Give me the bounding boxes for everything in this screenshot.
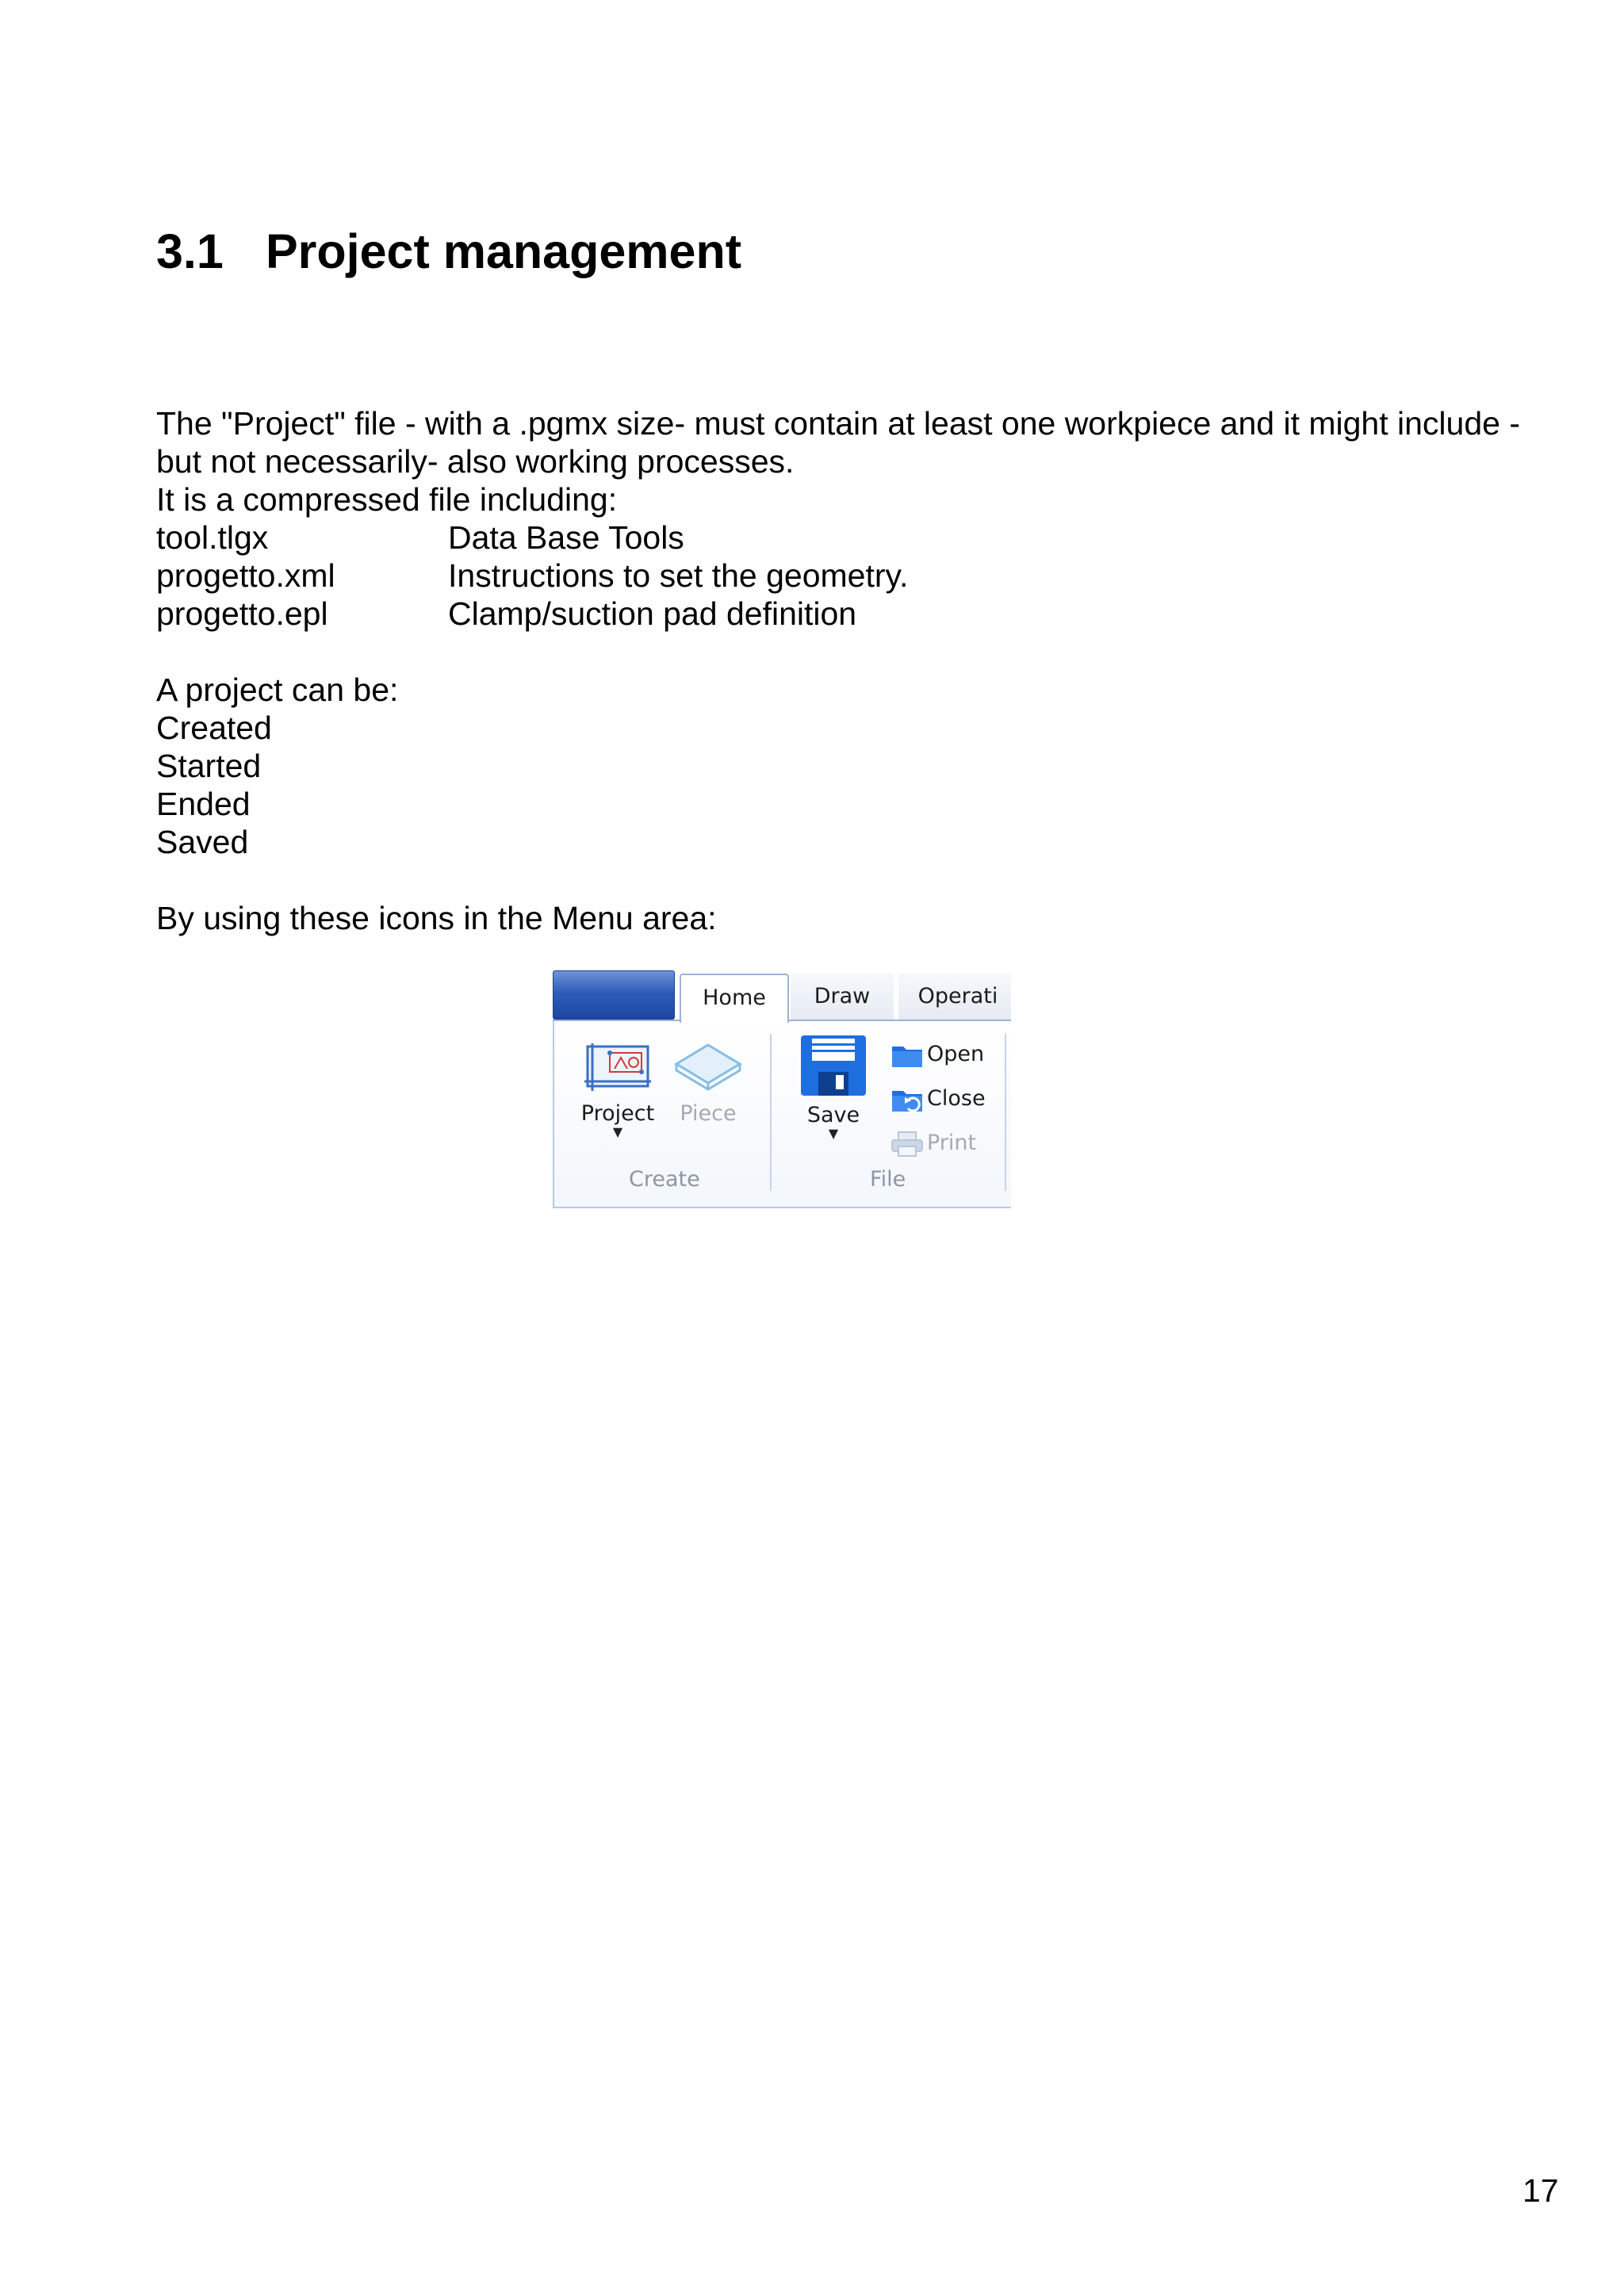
close-folder-icon xyxy=(891,1086,924,1113)
tab-draw[interactable]: Draw xyxy=(791,974,894,1020)
group-separator xyxy=(770,1034,772,1191)
piece-button[interactable] xyxy=(668,1040,748,1126)
open-label: Open xyxy=(927,1042,985,1066)
group-label-file: File xyxy=(870,1167,906,1192)
save-icon xyxy=(798,1032,869,1097)
group-separator xyxy=(1005,1034,1006,1191)
intro-line-3: It is a compressed file including: xyxy=(156,481,618,518)
project-label: Project xyxy=(580,1101,655,1126)
section-number: 3.1 xyxy=(156,224,224,278)
state-item: Ended xyxy=(156,786,251,822)
file-description: Instructions to set the geometry. xyxy=(448,557,909,594)
ribbon-menu xyxy=(553,970,1011,1208)
states-intro: A project can be: xyxy=(156,672,399,708)
print-label: Print xyxy=(927,1131,977,1155)
chevron-down-icon: ▼ xyxy=(612,1124,623,1139)
state-item: Created xyxy=(156,710,272,746)
file-description: Clamp/suction pad definition xyxy=(448,595,857,632)
close-label: Close xyxy=(927,1086,986,1111)
intro-line-2: but not necessarily- also working processes. xyxy=(156,443,795,480)
state-item: Saved xyxy=(156,824,249,860)
file-description: Data Base Tools xyxy=(448,519,684,556)
project-states xyxy=(156,671,398,861)
file-name: tool.tlgx xyxy=(156,519,269,556)
project-button[interactable] xyxy=(572,1040,664,1138)
save-label: Save xyxy=(806,1103,860,1127)
close-button[interactable] xyxy=(891,1081,986,1116)
section-title: Project management xyxy=(266,224,742,278)
group-label-create: Create xyxy=(629,1167,700,1192)
section-heading xyxy=(156,224,741,279)
chevron-down-icon: ▼ xyxy=(828,1126,839,1141)
open-folder-icon xyxy=(891,1042,924,1069)
piece-icon xyxy=(672,1040,745,1096)
print-button[interactable] xyxy=(891,1126,976,1161)
project-icon xyxy=(581,1040,654,1096)
open-button[interactable] xyxy=(891,1037,984,1072)
state-item: Started xyxy=(156,748,262,784)
piece-label: Piece xyxy=(680,1101,737,1126)
file-name: progetto.xml xyxy=(156,557,335,594)
page-number: 17 xyxy=(1522,2172,1559,2209)
printer-icon xyxy=(891,1131,924,1158)
menu-intro: By using these icons in the Menu area: xyxy=(156,900,717,936)
save-button[interactable] xyxy=(784,1032,883,1140)
tab-home[interactable]: Home xyxy=(680,974,789,1023)
tab-operations[interactable]: Operati xyxy=(898,974,1011,1020)
intro-line-1: The "Project" file - with a .pgmx size- must contain at least one workpiece and it might include - xyxy=(156,405,1520,442)
application-button[interactable] xyxy=(553,970,675,1020)
file-name: progetto.epl xyxy=(156,595,328,632)
